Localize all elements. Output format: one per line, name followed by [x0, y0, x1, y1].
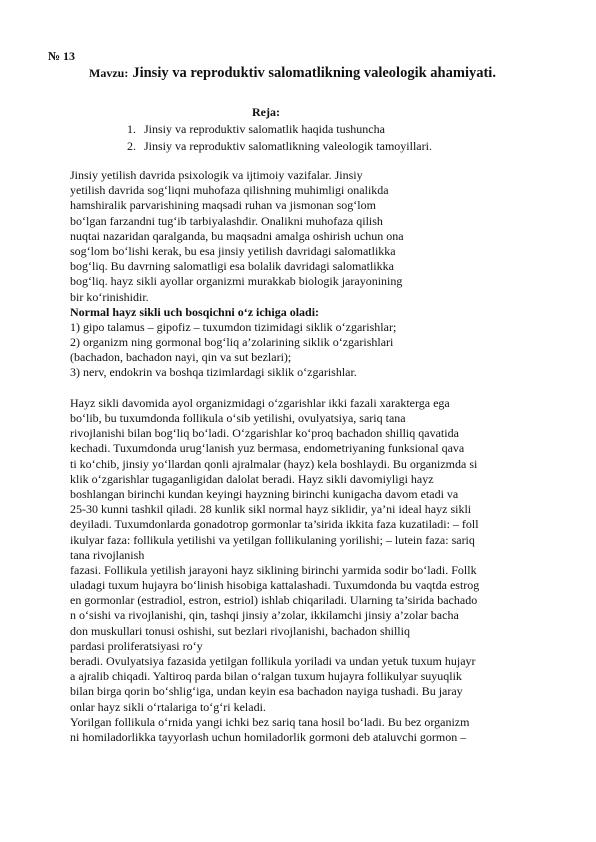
plan-list — [127, 121, 432, 155]
text-line: 3) nerv, endokrin va boshqa tizimlardagi siklik o‘zgarishlar. — [70, 365, 357, 380]
plan-heading: Reja: — [252, 105, 280, 119]
text-line: Hayz sikli davomida ayol organizmidagi o‘zgarishlar ikki fazali xarakterga ega — [70, 395, 450, 410]
plan-item — [127, 138, 432, 155]
text-line: nuqtai nazaridan qaralganda, bu maqsadni amalga oshirish uchun ona — [70, 228, 404, 243]
text-line: deyiladi. Tuxumdonlarda gonadotrop gormonlar ta’sirida ikkita faza kuzatiladi: – foll — [70, 517, 479, 532]
text-line: kechadi. Tuxumdonda urug‘lanish yuz bermasa, endometriyaning funksional qava — [70, 441, 465, 456]
text-line: Yorilgan follikula o‘rnida yangi ichki bez sariq tana hosil bo‘ladi. Bu bez organizm — [70, 714, 470, 729]
text-line: beradi. Ovulyatsiya fazasida yetilgan follikula yoriladi va undan yetuk tuxum hujayr — [70, 654, 476, 668]
paragraph-gap — [70, 381, 590, 396]
text-line: fazasi. Follikula yetilish jarayoni hayz siklining birinchi yarmida sodir bo‘ladi. Follk — [70, 562, 477, 577]
plan-item-number: 2. — [127, 139, 136, 153]
text-line: Jinsiy yetilish davrida psixologik va ijtimoiy vazifalar. Jinsiy — [70, 168, 363, 182]
text-line: bo‘lgan farzandni tug‘ib tarbiyalashdir. Onalikni muhofaza qilish — [70, 213, 383, 228]
section-heading: Normal hayz sikli uch bosqichni o‘z ichiga oladi: — [70, 304, 320, 319]
text-line: pardasi proliferatsiyasi ro‘y — [70, 638, 203, 653]
text-line: bo‘lib, bu tuxumdonda follikula o‘sib yetilishi, ovulyatsiya, sariq tana — [70, 411, 406, 425]
text-line: bog‘liq. hayz sikli ayollar organizmi murakkab biologik jarayonining — [70, 274, 403, 289]
text-line: ni homiladorlikka tayyorlash uchun homiladorlik gormoni deb ataluvchi gormon – — [70, 729, 467, 744]
plan-item-number: 1. — [127, 122, 136, 136]
text-line: bilan birga qorin bo‘shlig‘iga, undan keyin esa bachadon nayiga tushadi. Bu jaray — [70, 684, 463, 699]
text-line: yetilish davrida sog‘liqni muhofaza qilishning muhimligi onalikda — [70, 183, 389, 198]
text-line: rivojlanishi bilan bog‘liq bo‘ladi. O‘zgarishlar ko‘proq bachadon shilliq qavatida — [70, 426, 459, 441]
text-line: don muskullari tonusi oshishi, sut bezlari rivojlanishi, bachadon shilliq — [70, 623, 410, 638]
plan-item — [127, 121, 432, 138]
text-line: hamshiralik parvarishining maqsadi ruhan va jismonan sog‘lom — [70, 198, 376, 213]
text-line: n o‘sishi va rivojlanishi, qin, tashqi jinsiy a’zolar, ikkilamchi jinsiy a’zolar bacha — [70, 608, 459, 623]
text-line: onlar hayz sikli o‘rtalariga to‘g‘ri keladi. — [70, 699, 266, 714]
topic-title: Jinsiy va reproduktiv salomatlikning valeologik ahamiyati. — [132, 65, 496, 81]
text-line: ti ko‘chib, jinsiy yo‘llardan qonli ajralmalar (hayz) kela boshlaydi. Bu organizmda si — [70, 456, 478, 471]
text-line: sog‘lom bo‘lishi kerak, bu esa jinsiy yetilish davridagi salomatlikka — [70, 243, 396, 258]
text-line: ikulyar faza: follikula yetilishi va yetilgan follikulaning yorilishi; – lutein faza: sariq — [70, 532, 475, 547]
topic-label: Mavzu: — [89, 66, 129, 80]
lesson-number: № 13 — [48, 49, 76, 63]
text-line: en gormonlar (estradiol, estron, estriol) ishlab chiqariladi. Ularning ta’sirida bachado — [70, 593, 478, 608]
text-line: bir ko‘rinishidir. — [70, 289, 149, 304]
text-line: boshlangan birinchi kundan keyingi hayzning birinchi kunigacha davom etadi va — [70, 486, 459, 501]
text-line: uladagi tuxum hujayra bo‘linish hisobiga kattalashadi. Tuxumdonda bu vaqtda estrog — [70, 578, 480, 593]
text-line: klik o‘zgarishlar tugaganligidan dalolat beradi. Hayz sikli davomiyligi hayz — [70, 471, 434, 486]
text-line: bog‘liq. Bu davrning salomatligi esa bolalik davridagi salomatlikka — [70, 259, 394, 274]
body-text — [70, 168, 590, 745]
text-line: (bachadon, bachadon nayi, qin va sut bezlari); — [70, 350, 292, 365]
text-line: 2) organizm ning gormonal bog‘liq a’zolarining siklik o‘zgarishlari — [70, 335, 394, 350]
text-line: a ajralib chiqadi. Yaltiroq parda bilan o‘ralgan tuxum hujayra follikulyar suyuqlik — [70, 669, 462, 684]
plan-item-text: Jinsiy va reproduktiv salomatlikning valeologik tamoyillari. — [144, 139, 432, 153]
topic-line — [89, 64, 496, 82]
text-line: 1) gipo talamus – gipofiz – tuxumdon tizimidagi siklik o‘zgarishlar; — [70, 319, 397, 334]
plan-item-text: Jinsiy va reproduktiv salomatlik haqida tushuncha — [144, 122, 385, 136]
text-line: 25-30 kunni tashkil qiladi. 28 kunlik sikl normal hayz siklidir, ya’ni ideal hayz sikli — [70, 502, 472, 517]
text-line: tana rivojlanish — [70, 547, 145, 562]
